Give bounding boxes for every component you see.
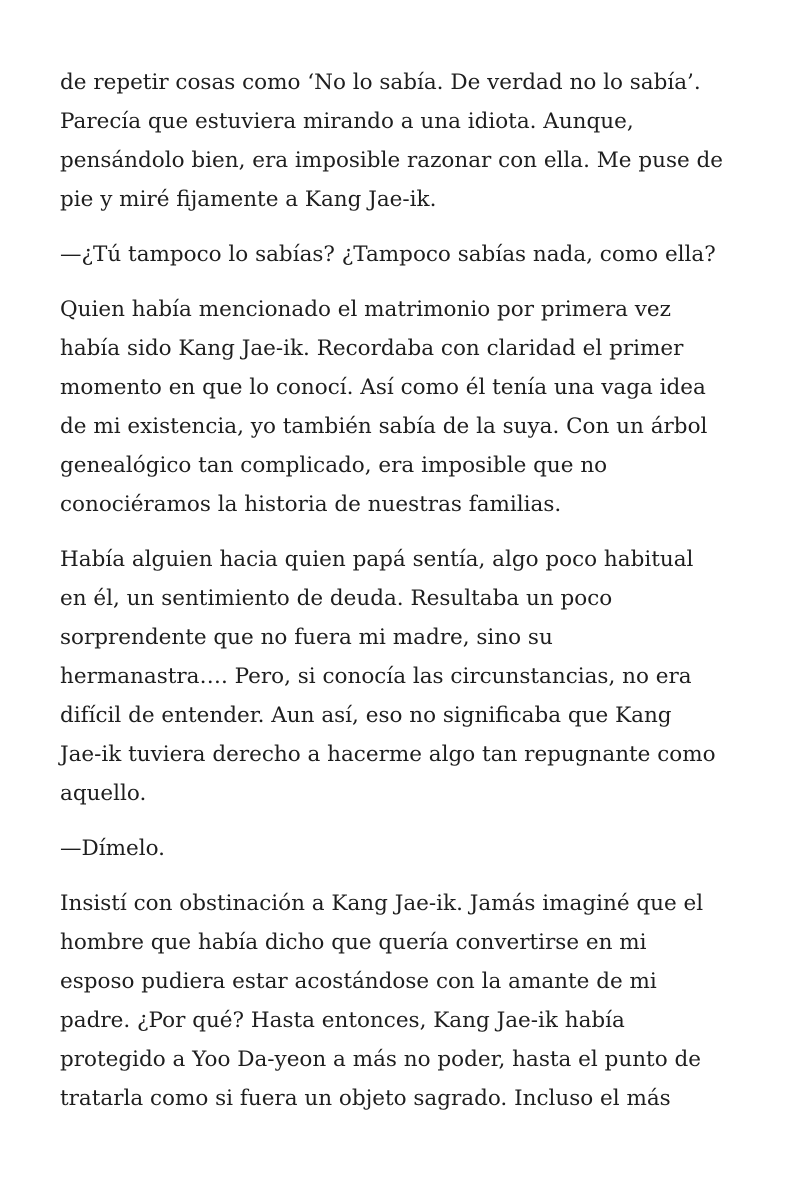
text-line: Parecía que estuviera mirando a una idiota. Aunque, xyxy=(60,109,634,134)
text-line: de mi existencia, yo también sabía de la suya. Con un árbol xyxy=(60,414,708,439)
text-line: difícil de entender. Aun así, eso no significaba que Kang xyxy=(60,703,672,728)
text-line: había sido Kang Jae-ik. Recordaba con claridad el primer xyxy=(60,336,684,361)
dialogue-paragraph xyxy=(60,829,760,868)
text-line: protegido a Yoo Da-yeon a más no poder, hasta el punto de xyxy=(60,1047,701,1072)
text-line: —¿Tú tampoco lo sabías? ¿Tampoco sabías nada, como ella? xyxy=(60,242,716,267)
text-line: padre. ¿Por qué? Hasta entonces, Kang Jae-ik había xyxy=(60,1008,625,1033)
text-line: Jae-ik tuviera derecho a hacerme algo tan repugnante como xyxy=(60,742,716,767)
paragraph xyxy=(60,63,760,219)
text-line: tratarla como si fuera un objeto sagrado. Incluso el más xyxy=(60,1086,671,1111)
text-line: Insistí con obstinación a Kang Jae-ik. Jamás imaginé que el xyxy=(60,891,704,916)
text-line: pensándolo bien, era imposible razonar con ella. Me puse de xyxy=(60,148,724,173)
text-line: Había alguien hacia quien papá sentía, algo poco habitual xyxy=(60,547,694,572)
text-line: sorprendente que no fuera mi madre, sino su xyxy=(60,625,553,650)
book-page xyxy=(60,63,760,1134)
paragraph xyxy=(60,884,760,1118)
text-line: esposo pudiera estar acostándose con la amante de mi xyxy=(60,969,657,994)
text-line: momento en que lo conocí. Así como él tenía una vaga idea xyxy=(60,375,706,400)
paragraph xyxy=(60,540,760,813)
text-line: —Dímelo. xyxy=(60,836,166,861)
text-line: hombre que había dicho que quería convertirse en mi xyxy=(60,930,647,955)
text-line: pie y miré fijamente a Kang Jae-ik. xyxy=(60,187,437,212)
text-line: conociéramos la historia de nuestras familias. xyxy=(60,492,562,517)
text-line: en él, un sentimiento de deuda. Resultaba un poco xyxy=(60,586,613,611)
text-line: de repetir cosas como ‘No lo sabía. De verdad no lo sabía’. xyxy=(60,70,701,95)
text-line: aquello. xyxy=(60,781,147,806)
text-line: Quien había mencionado el matrimonio por primera vez xyxy=(60,297,671,322)
text-line: hermanastra…. Pero, si conocía las circunstancias, no era xyxy=(60,664,692,689)
dialogue-paragraph xyxy=(60,235,760,274)
paragraph xyxy=(60,290,760,524)
text-line: genealógico tan complicado, era imposible que no xyxy=(60,453,608,478)
